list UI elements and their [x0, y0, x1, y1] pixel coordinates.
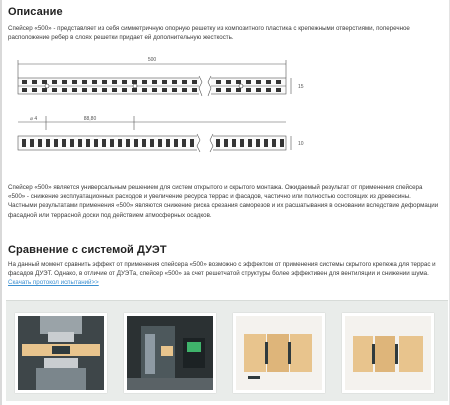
technical-drawing [16, 50, 316, 168]
height-label: 15 [298, 84, 304, 90]
photo-gallery [6, 300, 448, 401]
left-border [0, 0, 2, 405]
section-heading-comparison: Сравнение с системой ДУЭТ [8, 244, 167, 256]
pitch-label: 88,80 [83, 116, 97, 122]
length-label: 500 [147, 57, 157, 63]
thickness-label: 10 [298, 141, 304, 147]
application-text-2: Частными результатами применения «500» являются снижение риска срезания саморезов и их расшатывания в основании вследствие деформации фасадной или террасной доски под действием атмосферных осадков. [8, 202, 439, 219]
hole-diameter-label: ⌀ 4 [30, 116, 38, 122]
photo-samples-2[interactable] [342, 313, 434, 393]
photo-samples-1[interactable] [233, 313, 325, 393]
application-paragraph [8, 183, 440, 220]
photo-press-test[interactable] [15, 313, 107, 393]
photo-test-machine[interactable] [124, 313, 216, 393]
application-text-1: Спейсер «500» является универсальным решением для систем открытого и скрытого монтажа. Ожидаемый результат от применения спейсера «500» - снижение эксплуатационных расходов и увеличение ресурса террас и фасадов, частично или полностью состоящих из древесины. [8, 184, 423, 201]
press-test-image [18, 316, 104, 390]
spacer-drawing [16, 50, 316, 168]
section-heading-description: Описание [8, 6, 63, 18]
comparison-text: На данный момент сравнить эффект от применения спейсера «500» возможно с эффектом от применения системы скрытого крепежа для террас и фасадов ДУЭТ. Однако, в отличие от ДУЭТа, спейсер «500» за счет решетчатой структуры более эффективен для вентиляции и снижении шума. [8, 261, 436, 278]
article [6, 0, 444, 405]
test-machine-image [127, 316, 213, 390]
intro-paragraph: Спейсер «500» - представляет из себя симметричную опорную решетку из композитного пластика с крепежными отверстиями, поперечное расположение ребер в слоях решетки придает ей дополнительную жесткость. [8, 25, 410, 42]
samples-2-image [345, 316, 431, 390]
comparison-paragraph [8, 260, 440, 288]
download-protocol-link[interactable]: Скачать протокол испытаний>> [8, 279, 99, 287]
samples-1-image [236, 316, 322, 390]
